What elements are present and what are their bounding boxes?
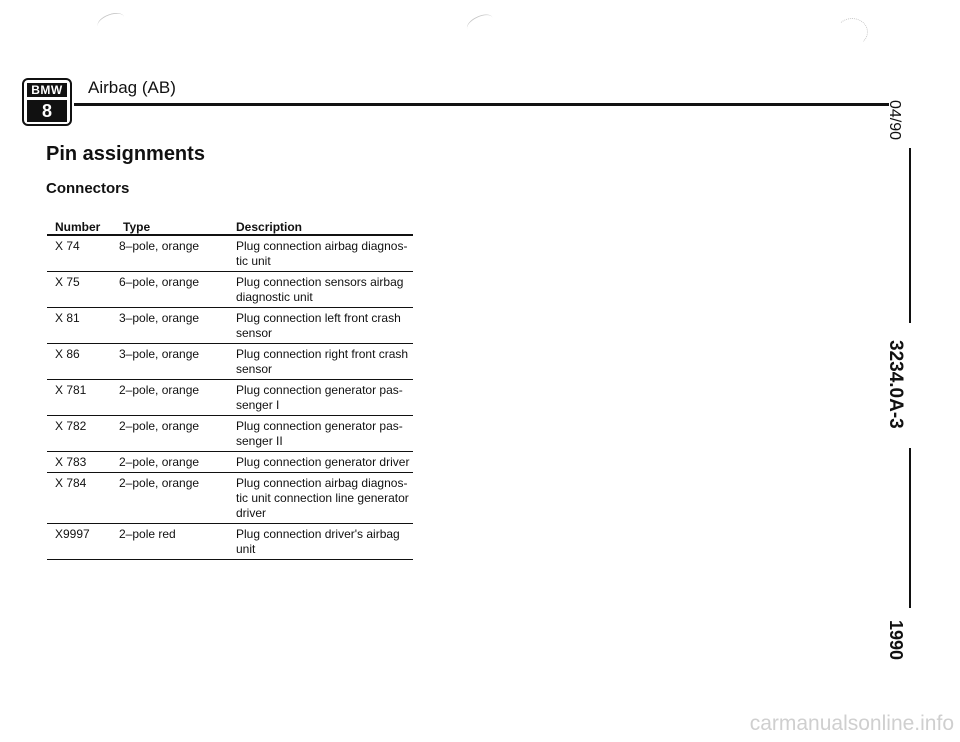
table-row bbox=[47, 236, 413, 272]
cell-type: 3–pole, orange bbox=[119, 347, 200, 361]
cell-number: X 86 bbox=[55, 347, 80, 361]
column-header-number: Number bbox=[55, 220, 101, 234]
table-row bbox=[47, 524, 413, 560]
cell-description: Plug connection sensors airbag diagnostic unit bbox=[236, 275, 404, 304]
table-row bbox=[47, 380, 413, 416]
header-rule bbox=[74, 103, 889, 106]
corner-mark-left bbox=[95, 10, 126, 34]
cell-number: X 781 bbox=[55, 383, 87, 397]
page-heading: Pin assignments bbox=[46, 143, 205, 165]
table-row bbox=[47, 272, 413, 308]
cell-number: X 75 bbox=[55, 275, 80, 289]
watermark: carmanualsonline.info bbox=[749, 712, 954, 735]
cell-description: Plug connection airbag diagnos- tic unit connection line generator driver bbox=[236, 476, 409, 520]
connectors-table bbox=[47, 217, 413, 560]
table-body bbox=[47, 236, 413, 560]
cell-description: Plug connection right front crash sensor bbox=[236, 347, 409, 376]
cell-description: Plug connection generator driver bbox=[236, 455, 410, 469]
corner-mark-middle bbox=[464, 11, 496, 36]
cell-type: 3–pole, orange bbox=[119, 311, 200, 325]
cell-description: Plug connection driver's airbag unit bbox=[236, 527, 400, 556]
table-row bbox=[47, 473, 413, 524]
cell-description: Plug connection generator pas- senger I bbox=[236, 383, 403, 412]
cell-type: 2–pole, orange bbox=[119, 383, 200, 397]
cell-number: X 81 bbox=[55, 311, 80, 325]
cell-number: X9997 bbox=[55, 527, 90, 541]
side-rule-1 bbox=[909, 148, 911, 323]
logo-brand: BMW bbox=[27, 83, 67, 97]
column-header-type: Type bbox=[123, 220, 151, 234]
side-rule-2 bbox=[909, 448, 911, 608]
table-row bbox=[47, 452, 413, 473]
section-heading: Connectors bbox=[46, 180, 130, 197]
cell-description: Plug connection generator pas- senger II bbox=[236, 419, 403, 448]
side-code: 3234.0A-3 bbox=[885, 340, 906, 429]
cell-description: Plug connection left front crash sensor bbox=[236, 311, 401, 340]
cell-type: 8–pole, orange bbox=[119, 239, 200, 253]
logo-number: 8 bbox=[27, 100, 67, 122]
bmw-logo bbox=[22, 78, 72, 126]
cell-number: X 783 bbox=[55, 455, 87, 469]
cell-type: 2–pole, orange bbox=[119, 419, 200, 433]
cell-type: 6–pole, orange bbox=[119, 275, 200, 289]
side-date: 04/90 bbox=[886, 100, 903, 141]
table-row bbox=[47, 308, 413, 344]
corner-mark-right bbox=[836, 18, 868, 46]
side-year: 1990 bbox=[886, 620, 906, 661]
table-row bbox=[47, 344, 413, 380]
cell-type: 2–pole red bbox=[119, 527, 176, 541]
cell-number: X 784 bbox=[55, 476, 87, 490]
table-row bbox=[47, 416, 413, 452]
cell-type: 2–pole, orange bbox=[119, 476, 200, 490]
cell-description: Plug connection airbag diagnos- tic unit bbox=[236, 239, 408, 268]
document-title: Airbag (AB) bbox=[88, 78, 176, 97]
cell-number: X 74 bbox=[55, 239, 80, 253]
cell-type: 2–pole, orange bbox=[119, 455, 200, 469]
column-header-description: Description bbox=[236, 220, 303, 234]
cell-number: X 782 bbox=[55, 419, 87, 433]
table-header bbox=[47, 217, 413, 236]
